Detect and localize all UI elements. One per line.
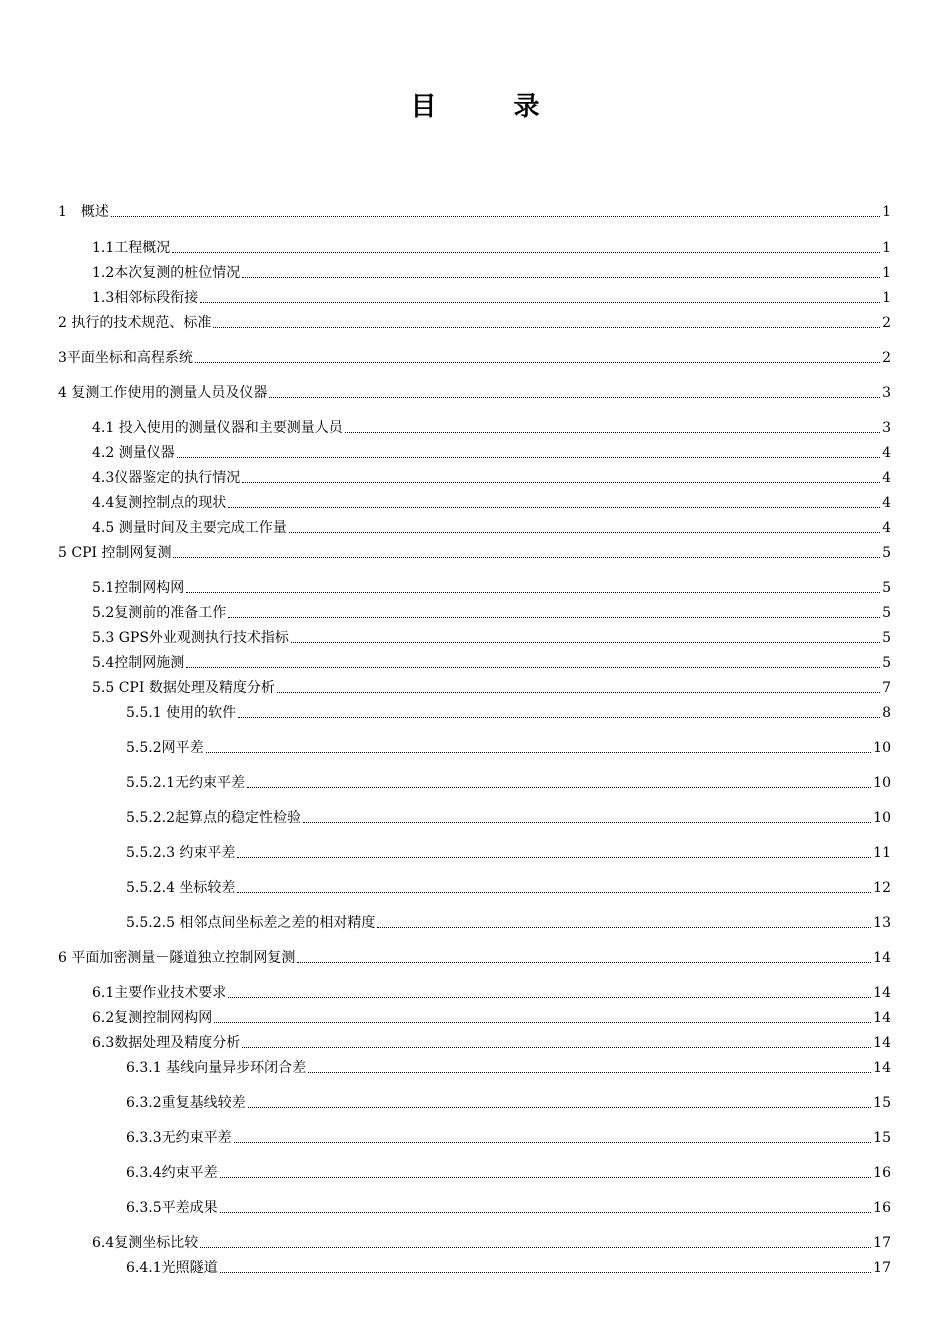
dot-leader: [213, 326, 880, 328]
toc-entry-label: 4.3仪器鉴定的执行情况: [92, 470, 241, 486]
toc-entry[interactable]: [92, 981, 891, 1001]
toc-entry-label: 6.3.4约束平差: [126, 1165, 218, 1181]
dot-leader: [214, 1021, 871, 1023]
toc-entry-page-number: 1: [882, 290, 891, 306]
toc-entry[interactable]: [126, 1056, 891, 1076]
dot-leader: [234, 1141, 872, 1143]
toc-entry-label: 2 执行的技术规范、标准: [58, 315, 212, 331]
toc-entry[interactable]: [126, 1161, 891, 1181]
dot-leader: [200, 301, 880, 303]
toc-entry-page-number: 15: [873, 1130, 891, 1146]
toc-entry-page-number: 12: [873, 880, 891, 896]
toc-entry[interactable]: [92, 1231, 891, 1251]
toc-entry-page-number: 15: [873, 1095, 891, 1111]
toc-entry[interactable]: [92, 516, 891, 536]
dot-leader: [247, 786, 871, 788]
toc-entry[interactable]: [92, 601, 891, 621]
toc-entry-label: 4.2 测量仪器: [92, 445, 175, 461]
toc-entry-page-number: 14: [873, 1060, 891, 1076]
dot-leader: [242, 276, 880, 278]
dot-leader: [172, 251, 880, 253]
toc-entry-page-number: 7: [882, 680, 891, 696]
toc-entry-label: 6.2复测控制网构网: [92, 1010, 213, 1026]
page-title: 目 录: [410, 92, 574, 122]
toc-entry-label: 5 CPⅠ 控制网复测: [58, 545, 172, 561]
toc-entry[interactable]: [126, 806, 891, 826]
dot-leader: [242, 481, 880, 483]
dot-leader: [242, 1046, 871, 1048]
toc-entry-page-number: 1: [882, 265, 891, 281]
dot-leader: [200, 1246, 871, 1248]
dot-leader: [195, 361, 880, 363]
toc-entry-label: 1.2本次复测的桩位情况: [92, 265, 241, 281]
toc-entry-label: 5.4控制网施测: [92, 655, 185, 671]
dot-leader: [237, 856, 871, 858]
toc-entry-label: 5.5.2.5 相邻点间坐标差之差的相对精度: [126, 915, 376, 931]
toc-entry-label: 6.3数据处理及精度分析: [92, 1035, 241, 1051]
toc-entry[interactable]: [126, 736, 891, 756]
toc-entry[interactable]: [58, 381, 891, 401]
toc-entry-page-number: 17: [873, 1260, 891, 1276]
toc-entry[interactable]: [92, 626, 891, 646]
toc-entry-page-number: 2: [882, 315, 891, 331]
toc-entry[interactable]: [92, 441, 891, 461]
toc-entry[interactable]: [92, 416, 891, 436]
dot-leader: [228, 616, 880, 618]
toc-entry-label: 5.5.1 使用的软件: [126, 705, 237, 721]
toc-entry-page-number: 16: [873, 1200, 891, 1216]
dot-leader: [228, 506, 880, 508]
toc-entry-label: 4.1 投入使用的测量仪器和主要测量人员: [92, 420, 343, 436]
dot-leader: [269, 396, 880, 398]
toc-entry-label: 6 平面加密测量－隧道独立控制网复测: [58, 950, 296, 966]
toc-entry-page-number: 4: [882, 495, 891, 511]
toc-entry-page-number: 14: [873, 1035, 891, 1051]
toc-entry[interactable]: [126, 876, 891, 896]
toc-entry[interactable]: [92, 466, 891, 486]
toc-entry[interactable]: [126, 1091, 891, 1111]
toc-entry-page-number: 1: [882, 204, 891, 220]
toc-entry-label: 5.1控制网构网: [92, 580, 185, 596]
dot-leader: [289, 531, 880, 533]
toc-entry-label: 1.1工程概况: [92, 240, 171, 256]
dot-leader: [220, 1176, 872, 1178]
toc-entry[interactable]: [126, 701, 891, 721]
dot-leader: [173, 556, 880, 558]
toc-entry-label: 3平面坐标和高程系统: [58, 350, 193, 366]
toc-entry-page-number: 10: [873, 810, 891, 826]
toc-entry[interactable]: [92, 651, 891, 671]
toc-entry-page-number: 14: [873, 950, 891, 966]
toc-entry-page-number: 10: [873, 775, 891, 791]
toc-entry-label: 6.3.2重复基线较差: [126, 1095, 246, 1111]
toc-entry-label: 4.4复测控制点的现状: [92, 495, 227, 511]
toc-entry[interactable]: [126, 911, 891, 931]
toc-entry-label: 5.2复测前的准备工作: [92, 605, 227, 621]
toc-entry-page-number: 5: [882, 605, 891, 621]
dot-leader: [377, 926, 871, 928]
dot-leader: [111, 215, 880, 217]
toc-entry-page-number: 2: [882, 350, 891, 366]
toc-entry[interactable]: [92, 676, 891, 696]
toc-entry[interactable]: [92, 286, 891, 306]
toc-entry-page-number: 5: [882, 545, 891, 561]
dot-leader: [186, 591, 880, 593]
toc-entry[interactable]: [126, 1256, 891, 1276]
toc-entry-label: 5.5.2.2起算点的稳定性检验: [126, 810, 301, 826]
toc-entry-page-number: 11: [873, 845, 891, 861]
toc-entry-label: 6.4.1光照隧道: [126, 1260, 218, 1276]
toc-entry-page-number: 4: [882, 520, 891, 536]
toc-entry-label: 5.5.2.1无约束平差: [126, 775, 245, 791]
dot-leader: [228, 996, 871, 998]
toc-entry-label: 4 复测工作使用的测量人员及仪器: [58, 385, 268, 401]
toc-entry-label: 6.4复测坐标比较: [92, 1235, 199, 1251]
toc-entry-label: 6.3.3无约束平差: [126, 1130, 232, 1146]
toc-entry-label: 6.3.1 基线向量异步环闭合差: [126, 1060, 307, 1076]
toc-entry-label: 4.5 测量时间及主要完成工作量: [92, 520, 287, 536]
toc-entry-label: 1.3相邻标段衔接: [92, 290, 199, 306]
toc-entry-label: 5.5 CPⅠ 数据处理及精度分析: [92, 680, 275, 696]
dot-leader: [220, 1271, 872, 1273]
toc-entry-page-number: 17: [873, 1235, 891, 1251]
toc-entry[interactable]: [126, 1126, 891, 1146]
toc-entry[interactable]: [126, 771, 891, 791]
dot-leader: [277, 691, 880, 693]
toc-entry-page-number: 4: [882, 470, 891, 486]
toc-entry[interactable]: [92, 1006, 891, 1026]
toc-entry-page-number: 10: [873, 740, 891, 756]
toc-entry-page-number: 14: [873, 1010, 891, 1026]
toc-entry[interactable]: [58, 311, 891, 331]
toc-entry[interactable]: [126, 1196, 891, 1216]
toc-entry[interactable]: [58, 946, 891, 966]
dot-leader: [345, 431, 880, 433]
toc-entry[interactable]: [92, 236, 891, 256]
toc-entry-label: 5.3 GPS外业观测执行技术指标: [92, 630, 289, 646]
toc-entry-page-number: 5: [882, 630, 891, 646]
toc-entry-page-number: 1: [882, 240, 891, 256]
toc-entry-page-number: 13: [873, 915, 891, 931]
toc-entry[interactable]: [92, 491, 891, 511]
toc-entry-label: 6.3.5平差成果: [126, 1200, 218, 1216]
toc-entry-label: 1 概述: [58, 204, 109, 220]
toc-entry-page-number: 5: [882, 655, 891, 671]
toc-entry[interactable]: [92, 1031, 891, 1051]
dot-leader: [220, 1211, 872, 1213]
dot-leader: [308, 1071, 871, 1073]
toc-entry-label: 5.5.2.4 坐标较差: [126, 880, 236, 896]
dot-leader: [238, 716, 880, 718]
dot-leader: [177, 456, 880, 458]
toc-entry-page-number: 14: [873, 985, 891, 1001]
toc-entry-page-number: 5: [882, 580, 891, 596]
toc-entry-page-number: 3: [882, 420, 891, 436]
toc-entry-page-number: 16: [873, 1165, 891, 1181]
toc-entry[interactable]: [126, 841, 891, 861]
toc-entry[interactable]: [58, 200, 891, 220]
toc-entry-label: 5.5.2网平差: [126, 740, 204, 756]
dot-leader: [237, 891, 871, 893]
dot-leader: [291, 641, 880, 643]
toc-entry[interactable]: [92, 261, 891, 281]
toc-entry[interactable]: [58, 346, 891, 366]
toc-entry-label: 5.5.2.3 约束平差: [126, 845, 236, 861]
dot-leader: [303, 821, 871, 823]
dot-leader: [297, 961, 871, 963]
dot-leader: [206, 751, 872, 753]
dot-leader: [186, 666, 880, 668]
toc-entry-label: 6.1主要作业技术要求: [92, 985, 227, 1001]
toc-entry-page-number: 8: [882, 705, 891, 721]
dot-leader: [248, 1106, 872, 1108]
toc-entry-page-number: 3: [882, 385, 891, 401]
toc-entry[interactable]: [58, 541, 891, 561]
toc-entry[interactable]: [92, 576, 891, 596]
toc-entry-page-number: 4: [882, 445, 891, 461]
